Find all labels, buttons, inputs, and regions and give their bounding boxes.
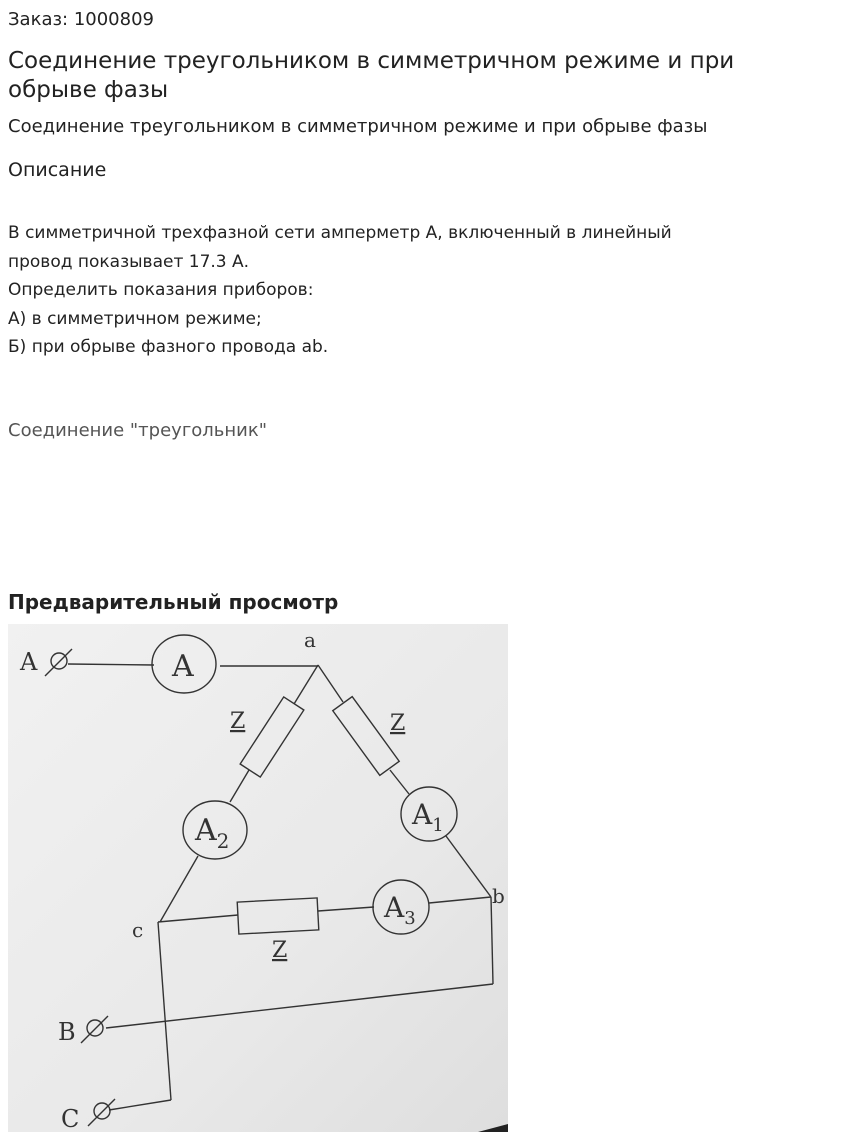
- ammeter-a1-sub: 1: [432, 815, 444, 836]
- impedance-bottom-label: Z: [272, 938, 288, 963]
- terminal-label-a: A: [20, 648, 38, 676]
- ammeter-a-label: A: [172, 649, 194, 684]
- description-line: Б) при обрыве фазного провода ab.: [8, 337, 329, 357]
- node-label-a: a: [304, 628, 316, 652]
- category-link[interactable]: Соединение "треугольник": [8, 420, 268, 441]
- order-number: Заказ: 1000809: [8, 9, 154, 30]
- page-title: Соединение треугольником в симметричном режиме и при обрыве фазы: [8, 48, 735, 103]
- ammeter-a3-letter: A: [384, 891, 405, 924]
- preview-image: [8, 624, 508, 1132]
- ammeter-a1-letter: A: [412, 798, 433, 831]
- terminal-label-c: C: [61, 1105, 80, 1132]
- impedance-left-label: Z: [230, 709, 246, 734]
- preview-heading: Предварительный просмотр: [8, 590, 339, 614]
- paper-background: [8, 624, 508, 1132]
- impedance-right-label: Z: [390, 711, 406, 736]
- description-line: провод показывает 17.3 А.: [8, 251, 250, 272]
- description-line: Определить показания приборов:: [8, 280, 314, 300]
- page-subtitle: Соединение треугольником в симметричном режиме и при обрыве фазы: [8, 116, 708, 137]
- wire-a: [68, 664, 154, 665]
- terminal-label-b: B: [58, 1018, 76, 1046]
- node-label-b: b: [492, 884, 505, 908]
- description-line: В симметричной трехфазной сети амперметр А, включенный в линейный: [8, 223, 672, 243]
- ammeter-a2-sub: 2: [216, 829, 230, 853]
- description-body: [8, 219, 808, 362]
- description-line: А) в симметричном режиме;: [8, 308, 262, 329]
- circuit-diagram: [8, 624, 508, 1132]
- node-label-c: c: [132, 918, 144, 942]
- description-heading: Описание: [8, 159, 107, 181]
- ammeter-a2-letter: A: [195, 813, 217, 848]
- ammeter-a3-sub: 3: [404, 908, 416, 929]
